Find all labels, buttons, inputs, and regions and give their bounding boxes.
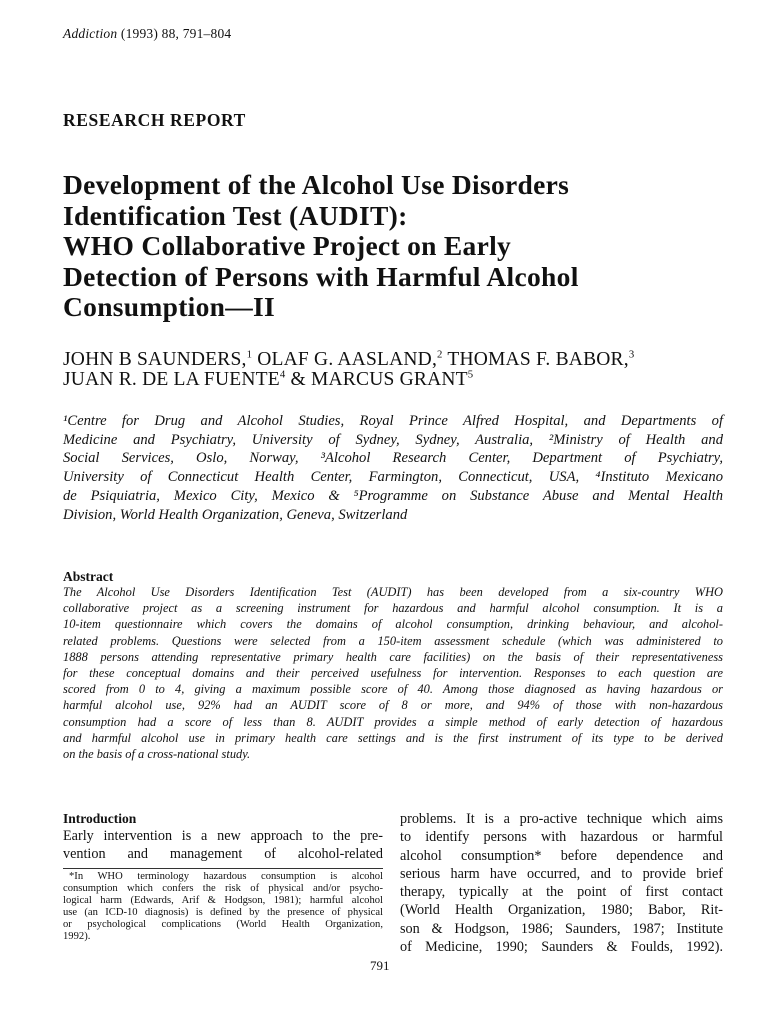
author-name: JOHN B SAUNDERS, [63,349,247,370]
title-line: Development of the Alcohol Use Disorders [63,169,570,200]
affiliation-line: Social Services, Oslo, Norway, ³Alcohol Research Center, Department of Psychiatry, [63,450,723,467]
footnote-line: logical harm (Edwards, Arif & Hodgson, 1981); harmful alcohol [63,894,383,906]
abstract-line: related problems. Questions were selected from a 150-item assessment schedule (which was administered to [63,633,723,648]
abstract-line: for these conceptual domains and their perceived usefulness for intervention. Responses to each question are [63,666,723,681]
author-affiliation-mark: 2 [437,348,443,361]
abstract-body [63,584,723,762]
abstract-line: harmful alcohol use, 92% had an AUDIT score of 8 or more, and 94% of those with non-hazardous [63,698,723,713]
body-line: of Medicine, 1990; Saunders & Foulds, 1992). [400,939,723,956]
title-line: Consumption—II [63,291,276,322]
abstract-line: on the basis of a cross-national study. [63,747,251,762]
body-line: serious harm have occurred, and to provide brief [400,865,723,882]
author-line [63,350,753,370]
journal-name: Addiction [63,26,118,41]
body-line: son & Hodgson, 1986; Saunders, 1987; Institute [400,920,723,937]
title-line: WHO Collaborative Project on Early [63,230,512,261]
abstract-line: consumption had a score of less than 8. AUDIT provides a simple method of early detection of hazardous [63,714,723,729]
author-list [63,350,753,390]
affiliation-line: ¹Centre for Drug and Alcohol Studies, Royal Prince Alfred Hospital, and Departments of [63,413,723,429]
footnote-line: or psychological complications (World Health Organization, [63,918,383,930]
right-column [400,810,723,956]
abstract-line: 10-item questionnaire which covers the domains of alcohol consumption, drinking behaviour, and alcohol- [63,617,723,632]
abstract-line: scored from 0 to 4, giving a maximum possible score of 40. Among those diagnosed as having hazardous or [63,682,723,697]
author-name: JUAN R. DE LA FUENTE [63,369,280,390]
author-affiliation-mark: 4 [279,368,286,381]
affiliation-line: Division, World Health Organization, Geneva, Switzerland [63,506,408,523]
footnote-divider [63,868,383,869]
author-name: OLAF G. AASLAND, [252,349,438,370]
title-line: Identification Test (AUDIT): [63,199,408,231]
footnote-line: use (an ICD-10 diagnosis) is defined by the presence of physical [63,906,383,918]
body-line: problems. It is a pro-active technique which aims [400,811,723,827]
affiliations [63,412,723,524]
author-affiliation-mark: 5 [467,368,474,381]
author-affiliation-mark: 3 [628,348,635,361]
body-line: alcohol consumption* before dependence and [400,847,723,864]
affiliation-line: Medicine and Psychiatry, University of Sydney, Sydney, Australia, ²Ministry of Health and [63,431,723,448]
body-line: vention and management of alcohol-related [63,846,383,863]
abstract-heading: Abstract [63,569,114,584]
affiliation-line: University of Connecticut Health Center, Farmington, Connecticut, USA, ⁴Instituto Mexicano [63,469,723,486]
affiliation-line: de Psiquiatria, Mexico City, Mexico & ⁵Programme on Substance Abuse and Mental Health [63,487,723,504]
introduction-text-left [63,827,383,864]
body-line: to identify persons with hazardous or harmful [400,829,723,846]
abstract-line: The Alcohol Use Disorders Identification Test (AUDIT) has been developed from a six-country WHO [63,585,723,599]
body-line: Early intervention is a new approach to the pre- [63,828,383,844]
title-line: Detection of Persons with Harmful Alcohol [63,260,579,292]
left-column [63,810,383,943]
body-line: (World Health Organization, 1980; Babor, Rit- [400,902,723,919]
author-name: THOMAS F. BABOR, [442,349,629,370]
author-line [63,370,753,390]
footnote-line: *In WHO terminology hazardous consumption is alcohol [69,870,383,882]
abstract-line: 1888 persons attending representative primary health care facilities) on the basis of their representativeness [63,649,723,664]
journal-citation [63,26,231,42]
footnote [63,871,383,943]
author-name: & MARCUS GRANT [285,369,468,390]
abstract-line: and harmful alcohol use in primary health care settings and is the first instrument of its type to be derived [63,730,723,745]
footnote-line: consumption which confers the risk of physical and/or psycho- [63,882,383,894]
section-label: RESEARCH REPORT [63,110,246,130]
abstract-line: collaborative project as a screening instrument for hazardous and harmful alcohol consumption. It is a [63,601,723,616]
author-affiliation-mark: 1 [246,348,253,361]
page-number: 791 [370,958,390,973]
journal-volume-pages: (1993) 88, 791–804 [120,26,232,41]
body-line: therapy, typically at the point of first contact [400,884,723,901]
article-title [63,170,743,323]
introduction-heading: Introduction [63,811,137,826]
footnote-line: 1992). [63,930,91,942]
